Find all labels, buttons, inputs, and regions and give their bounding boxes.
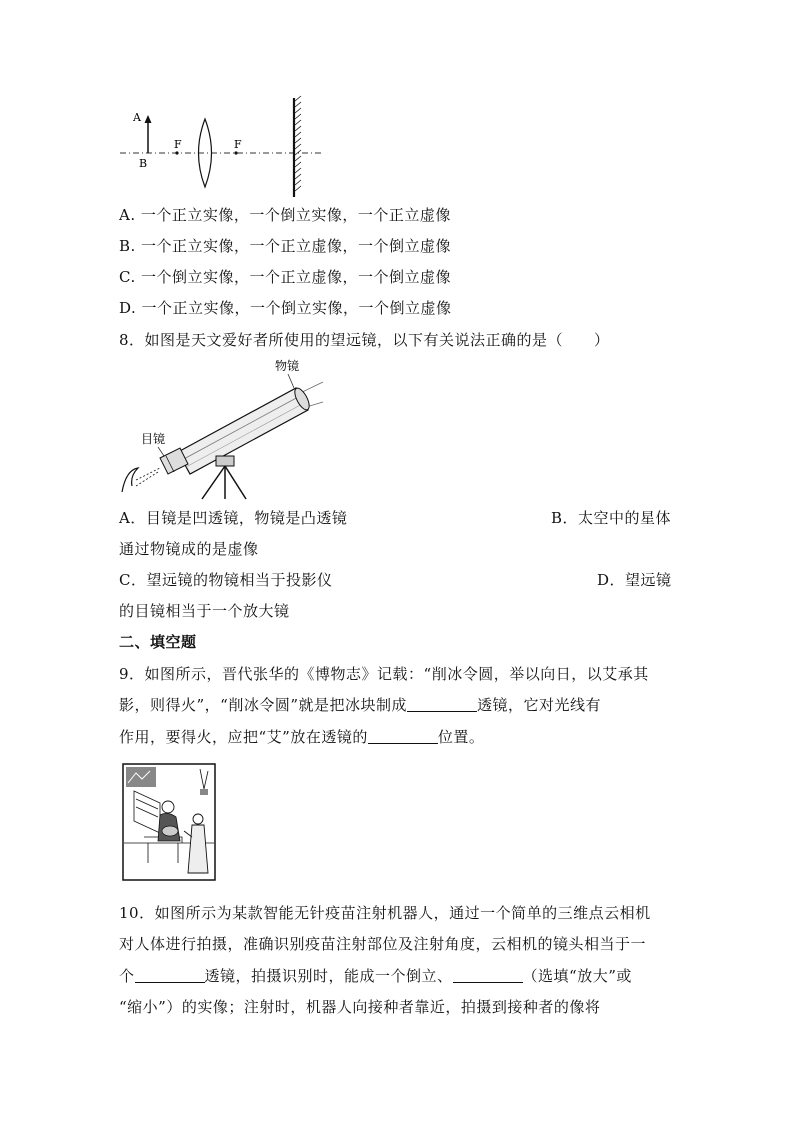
q8-option-a: A．目镜是凹透镜，物镜是凸透镜 <box>119 509 348 527</box>
label-b: B <box>139 157 148 170</box>
answer-blank <box>135 968 205 983</box>
ancient-illustration <box>122 763 216 881</box>
q9-line-3 <box>119 727 484 747</box>
seated-figure-head <box>162 801 174 813</box>
q8-stem: 8．如图是天文爱好者所使用的望远镜，以下有关说法正确的是（ ） <box>119 331 610 349</box>
q10-line-3 <box>119 966 632 986</box>
answer-blank <box>407 697 477 712</box>
mirror-hatching <box>295 96 301 191</box>
q9-text: 作用，要得火，应把“艾”放在透镜的 <box>119 728 368 746</box>
q9-text: 透镜，它对光线有 <box>477 696 602 714</box>
answer-blank <box>368 729 438 744</box>
label-f-left: F <box>174 138 182 151</box>
q9-text: 位置。 <box>437 728 485 746</box>
label-objective: 物镜 <box>275 359 300 373</box>
tripod-leg <box>225 466 246 499</box>
object-arrowhead <box>145 115 152 123</box>
q9-line-1: 9．如图所示，晋代张华的《博物志》记载：“削冰令圆，举以向日，以艾承其 <box>119 665 649 683</box>
standing-figure-head <box>193 814 203 824</box>
q8-option-b-cont: 通过物镜成的是虚像 <box>119 540 259 558</box>
q10-line-1: 10．如图所示为某款智能无针疫苗注射机器人，通过一个简单的三维点云相机 <box>119 904 651 922</box>
q10-line-4: “缩小”）的实像；注射时，机器人向接种者靠近，拍摄到接种者的像将 <box>119 998 601 1016</box>
q10-text: 个 <box>119 967 135 985</box>
q8-option-b: B．太空中的星体 <box>551 509 672 527</box>
q8-option-d-cont: 的目镜相当于一个放大镜 <box>119 602 290 620</box>
label-a: A <box>133 111 141 124</box>
q9-line-2 <box>119 695 601 715</box>
q8-option-c: C．望远镜的物镜相当于投影仪 <box>119 571 333 589</box>
answer-blank <box>453 968 523 983</box>
focus-point-right <box>234 151 237 154</box>
q8-option-d: D．望远镜 <box>597 571 672 589</box>
q7-option-a: A. 一个正立实像，一个倒立实像，一个正立虚像 <box>119 206 451 224</box>
window-scene <box>126 767 156 787</box>
telescope-figure <box>118 352 328 500</box>
q7-option-c: C. 一个倒立实像，一个正立虚像，一个倒立虚像 <box>119 268 451 286</box>
standing-figure <box>188 825 208 873</box>
observer-hand <box>122 468 138 492</box>
q10-text: （选填“放大”或 <box>522 967 632 985</box>
q7-option-b: B. 一个正立实像，一个正立虚像，一个倒立虚像 <box>119 237 452 255</box>
q10-line-2: 对人体进行拍摄，准确识别疫苗注射部位及注射角度，云相机的镜头相当于一 <box>119 935 647 953</box>
label-eyepiece: 目镜 <box>141 432 166 446</box>
focus-point-left <box>175 151 178 154</box>
q10-text: 透镜，拍摄识别时，能成一个倒立、 <box>204 967 453 985</box>
q9-text: 影，则得火”，“削冰令圆”就是把冰块制成 <box>119 696 408 714</box>
lens-mirror-figure <box>118 95 333 200</box>
section-title: 二、填空题 <box>119 633 197 651</box>
label-f-right: F <box>234 138 242 151</box>
telescope-mount <box>216 456 234 466</box>
tripod-leg <box>202 466 225 499</box>
q7-option-d: D. 一个正立实像，一个倒立实像，一个倒立虚像 <box>119 299 452 317</box>
